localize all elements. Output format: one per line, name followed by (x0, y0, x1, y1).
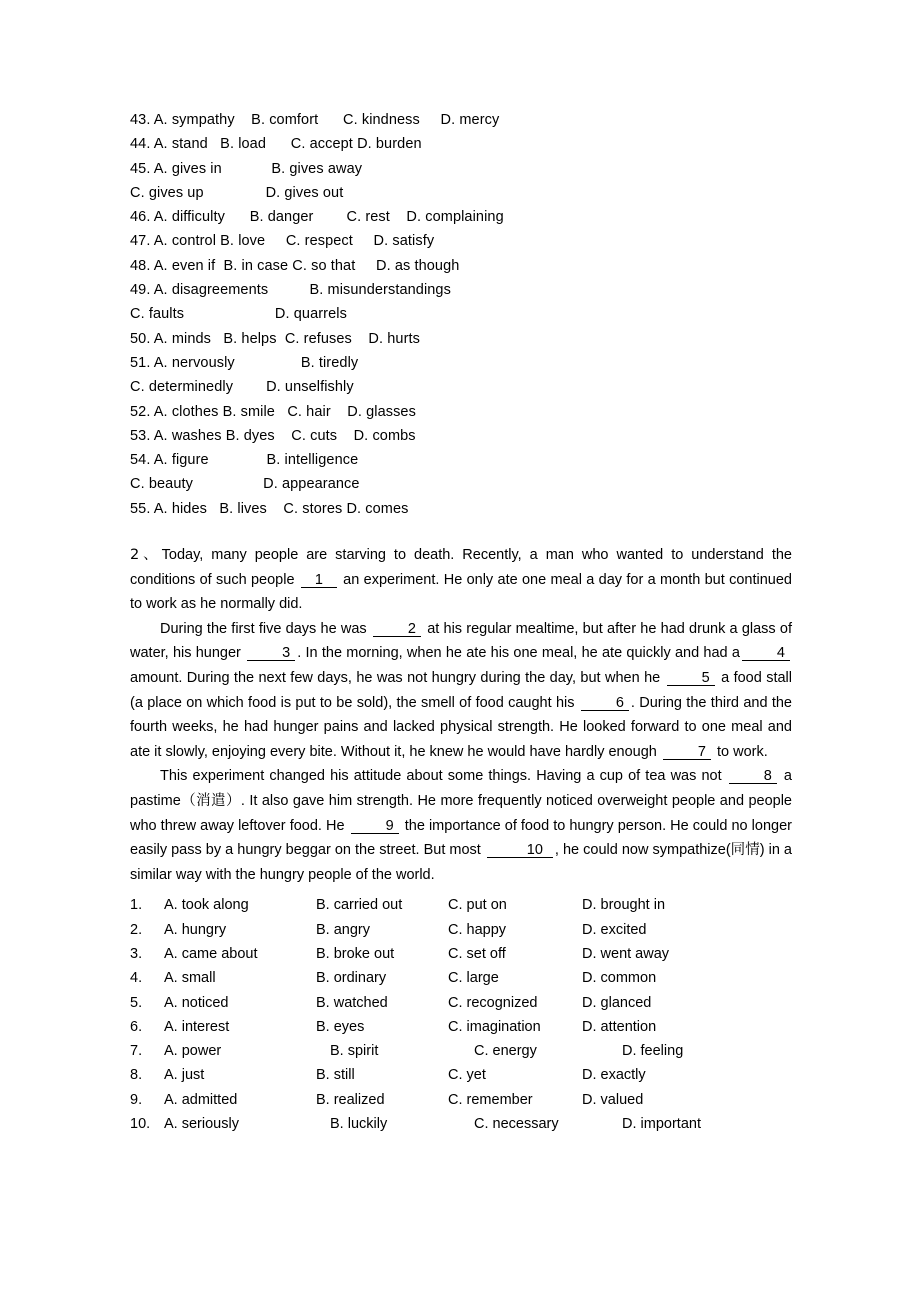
option-c: C. necessary (474, 1116, 559, 1133)
passage-text: an experiment. He only ate one meal a day for a month but continued to work as he normally did. (130, 571, 792, 613)
option-c: C. put on (448, 897, 507, 914)
option-line: 53. A. washes B. dyes C. cuts D. combs (130, 427, 416, 444)
option-c: C. yet (448, 1067, 486, 1084)
option-d: D. feeling (622, 1043, 684, 1060)
option-c: C. set off (448, 945, 506, 962)
cloze-blank-4: 4 (742, 646, 790, 661)
option-b: B. angry (316, 921, 370, 938)
passage-number: 2、 (130, 547, 162, 564)
option-b: B. ordinary (316, 970, 387, 987)
option-d: D. common (582, 970, 657, 987)
option-d: D. exactly (582, 1067, 646, 1084)
passage-text: at his regular mealtime, but after he had drunk a glass of water, his hunger (130, 620, 792, 662)
passage-text: . During the third and the fourth weeks, he had hunger pains and lacked physical strength. He looked forward to one meal and ate it slowly, enjoying every bite. Without it, he knew he would have hardly enough (130, 694, 792, 760)
passage-section (130, 543, 792, 887)
option-line: 44. A. stand B. load C. accept D. burden (130, 136, 422, 153)
cloze-blank-7: 7 (663, 745, 711, 760)
cloze-blank-1: 1 (301, 573, 337, 588)
option-c: C. energy (474, 1043, 537, 1060)
option-line: 46. A. difficulty B. danger C. rest D. complaining (130, 209, 504, 226)
option-row (130, 1039, 792, 1063)
passage-paragraph-2 (130, 617, 792, 765)
option-d: D. excited (582, 921, 647, 938)
option-row (130, 893, 792, 917)
option-line: 54. A. figure B. intelligence (130, 452, 359, 469)
option-a: A. noticed (164, 994, 229, 1011)
passage-text: a food stall (a place on which food is put to be sold), the smell of food caught his (130, 670, 792, 711)
option-number: 2. (130, 921, 143, 938)
option-c: C. remember (448, 1091, 533, 1108)
passage-text: to work. (712, 743, 768, 760)
option-row (130, 918, 792, 942)
option-line: 48. A. even if B. in case C. so that D. as though (130, 257, 460, 274)
option-d: D. glanced (582, 994, 652, 1011)
passage-text: a pastime（消遣）. It also gave him strength. He more frequently noticed overweight people and people who threw away leftover food. He (130, 768, 792, 834)
passage-text: amount. During the next few days, he was not hungry during the day, but when he (130, 670, 665, 687)
option-number: 10. (130, 1116, 151, 1133)
option-line: C. faults D. quarrels (130, 306, 347, 323)
option-a: A. just (164, 1067, 205, 1084)
passage-text: During the first five days he was (160, 620, 371, 637)
option-row (130, 1112, 792, 1136)
option-b: B. eyes (316, 1018, 365, 1035)
option-line: 52. A. clothes B. smile C. hair D. glasses (130, 403, 416, 420)
option-b: B. carried out (316, 897, 403, 914)
option-line: 51. A. nervously B. tiredly (130, 354, 359, 371)
option-row (130, 1015, 792, 1039)
option-row (130, 966, 792, 990)
option-a: A. hungry (164, 921, 227, 938)
option-row (130, 1088, 792, 1112)
cloze-blank-10: 10 (487, 843, 553, 858)
option-b: B. spirit (330, 1043, 379, 1060)
option-row (130, 1063, 792, 1087)
option-c: C. recognized (448, 994, 538, 1011)
option-b: B. realized (316, 1091, 385, 1108)
option-c: C. large (448, 970, 499, 987)
option-a: A. power (164, 1043, 222, 1060)
passage-text: , he could now sympathize(同情) in a similar way with the hungry people of the world. (130, 842, 792, 883)
option-b: B. watched (316, 994, 388, 1011)
option-a: A. small (164, 970, 216, 987)
option-line: 49. A. disagreements B. misunderstandings (130, 282, 451, 299)
cloze-blank-9: 9 (351, 819, 399, 834)
option-number: 4. (130, 970, 143, 987)
option-number: 5. (130, 994, 143, 1011)
option-number: 8. (130, 1067, 143, 1084)
option-row (130, 991, 792, 1015)
cloze-options-list-part1 (130, 108, 792, 521)
option-line: C. gives up D. gives out (130, 184, 344, 201)
option-a: A. came about (164, 945, 258, 962)
option-d: D. valued (582, 1091, 644, 1108)
option-d: D. attention (582, 1018, 657, 1035)
option-line: 43. A. sympathy B. comfort C. kindness D. mercy (130, 112, 500, 128)
passage-text: Today, many people are starving to death. Recently, a man who wanted to understand the conditions of such people (130, 547, 792, 588)
cloze-options-list-part2 (130, 893, 792, 1136)
cloze-blank-6: 6 (581, 696, 629, 711)
option-a: A. seriously (164, 1116, 239, 1133)
option-number: 9. (130, 1091, 143, 1108)
option-line: 50. A. minds B. helps C. refuses D. hurts (130, 330, 420, 347)
option-c: C. imagination (448, 1018, 541, 1035)
option-number: 7. (130, 1043, 143, 1060)
option-a: A. took along (164, 897, 249, 914)
option-row (130, 942, 792, 966)
passage-paragraph-3 (130, 764, 792, 887)
option-line: 47. A. control B. love C. respect D. satisfy (130, 233, 435, 250)
passage-text: the importance of food to hungry person. He could no longer easily pass by a hungry beggar on the street. But most (130, 817, 792, 859)
option-b: B. still (316, 1067, 355, 1084)
passage-paragraph-1 (130, 543, 792, 617)
cloze-blank-3: 3 (247, 646, 295, 661)
option-line: C. determinedly D. unselfishly (130, 379, 354, 396)
option-number: 6. (130, 1018, 143, 1035)
option-d: D. important (622, 1116, 701, 1133)
cloze-blank-8: 8 (729, 769, 777, 784)
option-line: 45. A. gives in B. gives away (130, 160, 363, 177)
option-number: 1. (130, 897, 143, 914)
passage-text: This experiment changed his attitude about some things. Having a cup of tea was not (160, 768, 727, 785)
option-d: D. went away (582, 945, 670, 962)
option-line: C. beauty D. appearance (130, 476, 360, 493)
option-b: B. broke out (316, 945, 395, 962)
option-a: A. interest (164, 1018, 230, 1035)
option-b: B. luckily (330, 1116, 388, 1133)
cloze-blank-5: 5 (667, 671, 715, 686)
cloze-blank-2: 2 (373, 622, 421, 637)
option-c: C. happy (448, 921, 507, 938)
option-number: 3. (130, 945, 143, 962)
option-a: A. admitted (164, 1091, 238, 1108)
option-d: D. brought in (582, 897, 666, 914)
passage-text: . In the morning, when he ate his one meal, he ate quickly and had a (297, 645, 740, 662)
option-line: 55. A. hides B. lives C. stores D. comes (130, 500, 409, 517)
